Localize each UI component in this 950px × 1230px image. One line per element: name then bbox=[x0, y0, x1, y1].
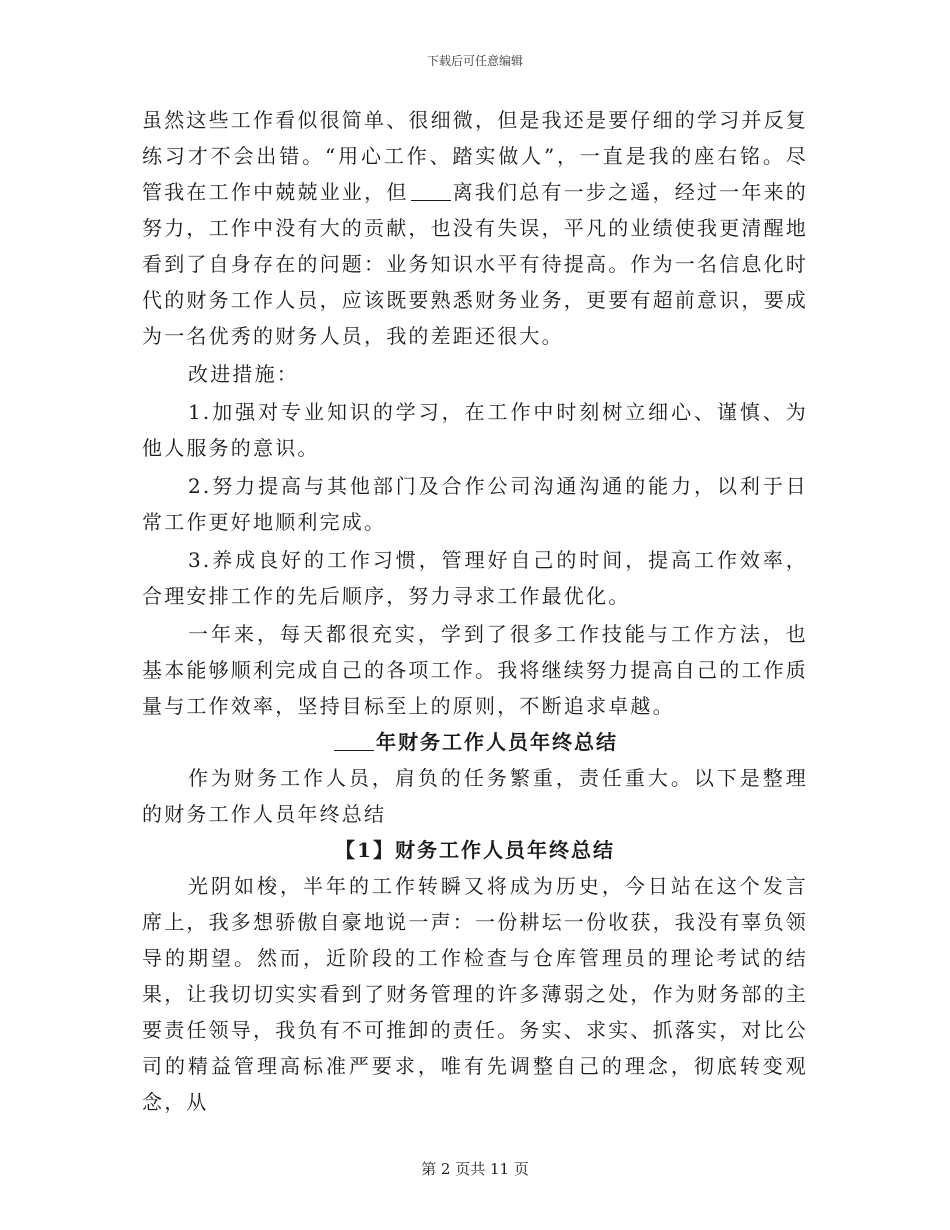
paragraph-text-cont: 离我们总有一步之遥，经过一年来的努力，工作中没有大的贡献，也没有失误，平凡的业绩使我更清醒地看到了自身存在的问题：业务知识水平有待提高。作为一名信息化时代的财务工作人员，应该既要熟悉财务业务，更要有超前意识，要成为一名优秀的财务人员，我的差距还很大。 bbox=[142, 180, 809, 348]
section-title-text: 年财务工作人员年终总结 bbox=[376, 730, 618, 754]
blank-underline bbox=[411, 180, 451, 201]
section-title bbox=[142, 724, 808, 760]
improvement-item-1: 1.加强对专业知识的学习，在工作中时刻树立细心、谨慎、为他人服务的意识。 bbox=[142, 400, 808, 460]
improvement-item-2: 2.努力提高与其他部门及合作公司沟通沟通的能力，以利于日常工作更好地顺利完成。 bbox=[142, 474, 808, 534]
page-header: 下载后可任意编辑 bbox=[426, 54, 523, 68]
blank-underline bbox=[334, 730, 374, 751]
paragraph-work-reflection bbox=[142, 102, 808, 354]
paragraph-text: 虽然这些工作看似很简单、很细微，但是我还是要仔细的学习并反复练习才不会出错。“用心工作、踏实做人”，一直是我的座右铭。尽管我在工作中兢兢业业，但 bbox=[142, 108, 808, 204]
paragraph-body: 光阴如梭，半年的工作转瞬又将成为历史，今日站在这个发言席上，我多想骄傲自豪地说一声：一份耕坛一份收获，我没有辜负领导的期望。然而，近阶段的工作检查与仓库管理员的理论考试的结果，让我切切实实看到了财务管理的许多薄弱之处，作为财务部的主要责任领导，我负有不可推卸的责任。务实、求实、抓落实，对比公司的精益管理高标准严要求，唯有先调整自己的理念，彻底转变观念，从 bbox=[142, 874, 808, 1114]
paragraph-intro: 作为财务工作人员，肩负的任务繁重，责任重大。以下是整理的财务工作人员年终总结 bbox=[142, 766, 808, 826]
improvement-item-3: 3.养成良好的工作习惯，管理好自己的时间，提高工作效率，合理安排工作的先后顺序，努力寻求工作最优化。 bbox=[142, 548, 808, 608]
subsection-title: 【1】财务工作人员年终总结 bbox=[335, 838, 615, 862]
document-body bbox=[142, 102, 808, 1120]
paragraph-summary: 一年来，每天都很充实，学到了很多工作技能与工作方法，也基本能够顺利完成自己的各项工作。我将继续努力提高自己的工作质量与工作效率，坚持目标至上的原则，不断追求卓越。 bbox=[142, 622, 808, 718]
page-number: 第 2 页共 11 页 bbox=[421, 1160, 529, 1178]
improvement-title: 改进措施： bbox=[188, 362, 299, 386]
